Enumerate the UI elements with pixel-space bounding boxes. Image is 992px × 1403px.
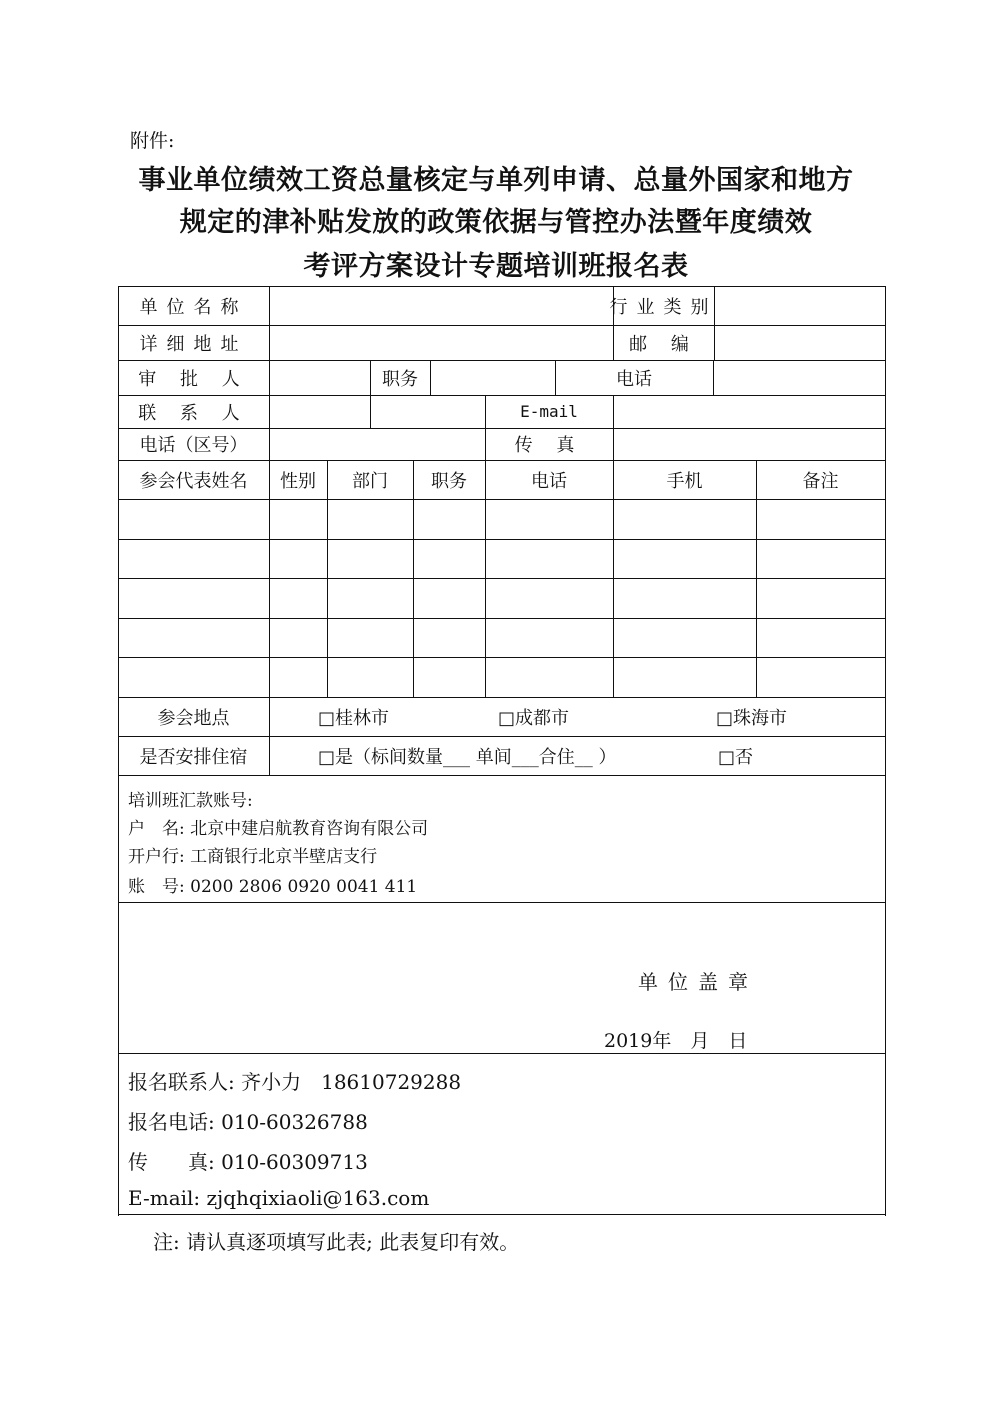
registration-phone: 报名电话: 010-60326788 [128,1110,368,1134]
registration-form [118,286,886,1216]
label-address: 详细地址 [139,333,248,355]
table-row[interactable] [118,539,885,578]
unit-seal-label: 单位盖章 [638,970,758,994]
table-row[interactable] [118,657,885,697]
label-approver: 审 批 人 [138,368,249,390]
registration-fax: 传 真: 010-60309713 [128,1150,368,1174]
bank-title: 培训班汇款账号: [128,791,253,811]
col-header-name: 参会代表姓名 [139,470,248,492]
bank-branch: 开户行: 工商银行北京半壁店支行 [128,847,378,867]
position-field[interactable] [430,360,555,395]
lodging-yes-option[interactable]: □是（标间数量___ 单间___合住__ ） [318,746,617,768]
table-row[interactable] [118,618,885,657]
address-field[interactable] [269,325,613,360]
label-lodging: 是否安排住宿 [139,746,248,768]
phone-field[interactable] [713,360,885,395]
label-unit-name: 单位名称 [139,296,248,318]
attachment-label: 附件: [130,130,175,152]
email-field[interactable] [613,395,885,428]
label-email: E-mail [520,402,578,421]
label-venue: 参会地点 [157,707,230,729]
postcode-field[interactable] [714,325,885,360]
col-header-gender: 性别 [280,470,316,492]
col-header-mobile: 手机 [666,470,703,492]
registration-contact: 报名联系人: 齐小力 18610729288 [128,1070,462,1094]
label-position: 职务 [382,368,418,390]
col-header-phone: 电话 [531,470,567,492]
contact-extra-field[interactable] [370,395,485,428]
unit-name-field[interactable] [269,286,613,325]
col-header-department: 部门 [352,470,388,492]
label-postcode: 邮 编 [629,333,698,355]
footnote: 注: 请认真逐项填写此表; 此表复印有效。 [153,1230,520,1254]
col-header-remarks: 备注 [802,470,839,492]
table-row[interactable] [118,578,885,618]
label-phone-area: 电话（区号） [139,435,248,456]
industry-field[interactable] [714,286,885,325]
lodging-no-option[interactable]: □否 [718,746,754,768]
venue-option-zhuhai[interactable]: □珠海市 [716,707,788,729]
venue-option-chengdu[interactable]: □成都市 [498,707,570,729]
label-phone: 电话 [616,368,652,390]
fax-field[interactable] [613,428,885,460]
phone-area-field[interactable] [269,428,485,460]
registration-email: E-mail: zjqhqixiaoli@163.com [128,1186,430,1210]
venue-option-guilin[interactable]: □桂林市 [318,707,390,729]
label-industry: 行业类别 [609,296,718,318]
bank-account-number: 账 号: 0200 2806 0920 0041 411 [128,877,418,897]
contact-field[interactable] [269,395,370,428]
bank-account-name: 户 名: 北京中建启航教育咨询有限公司 [128,819,429,839]
table-row[interactable] [118,499,885,539]
seal-date: 2019年 月 日 [604,1030,748,1052]
title-line-3: 考评方案设计专题培训班报名表 [303,251,689,282]
label-fax: 传 真 [514,435,584,456]
approver-field[interactable] [269,360,370,395]
title-line-2: 规定的津补贴发放的政策依据与管控办法暨年度绩效 [179,207,813,238]
label-contact: 联 系 人 [138,402,249,424]
title-line-1: 事业单位绩效工资总量核定与单列申请、总量外国家和地方 [138,165,854,196]
col-header-position: 职务 [431,470,467,492]
